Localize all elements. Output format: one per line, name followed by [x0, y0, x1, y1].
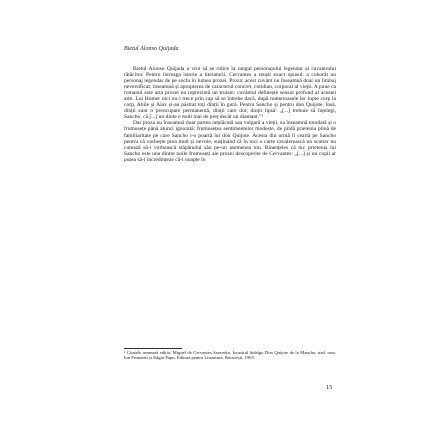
footnote: ¹ Citatele urmează ediția: Miguel de Cervantes Saavedra, Iscusitul hidalgo Don Quijote de la Mancha, trad. rom. Ion Frunzetti și Edgar Papu, Editura pentru Literatură, București, 1965.	[124, 350, 336, 361]
page-number: 15	[326, 384, 333, 391]
paragraph-1: Bietul Alonso Quijada a vrut să se ridice la rangul personajului legendar al cavalerului rătăcitor. Pentru întreaga istorie a literaturii, Cervantes a reușit exact opusul: a coborât un personaj legendar de pe soclu în lumea prozei. Proza: acest cuvânt nu înseamnă doar un limbaj neversificat; înseamnă și apropierea de caracterul concret, cotidian, corporal al vieții. A pune ca romanul este arta prozei nu reprezintă un truism: cuvântul definește sensul profund al acestei arte. Lui Homer nici nu-i trece prin cap să se întrebe dacă, după numeroasele lor lupte corp la corp, Ahile și Aiax și-au păstrat toți dinții în gură. Pentru Sancho și pentru don Quijote, însă, dinții sunt o preocupare permanentă, dinții care dor, dinții lipsă: „[...] trebuie să înțelegi, Sancho, că [...] un dinte e mult mai de preț decât un diamant.”¹	[124, 66, 336, 121]
running-head: Bietul Alonso Quijada	[124, 46, 179, 52]
body-text	[124, 66, 336, 163]
paragraph-2: Dar proza nu înseamnă doar partea neplăcută sau vulgară a vieții, ea înseamnă totodată și o frumusețe până atunci ignorată: frumusețea sentimentelor modeste, de pildă prietenia plină de familiaritate pe care Sancho i-o poartă lui don Quijote. Acesta din urmă îl ceartă pe Sancho pentru că vorbește prea mult și nevoie, susținând că în nici o carte cavalerească un scutier nu cutează să-i vorbească stăpânului său pe-un asemenea ton. Binențeles că nu: prietenia lui Sancho este una dintre noile frumuseți ale prozei descoperite de Cervantes: „[...] și un copil ar putea să-l încredințeze că-i noapte în	[124, 120, 336, 163]
footnote-rule	[124, 348, 182, 349]
